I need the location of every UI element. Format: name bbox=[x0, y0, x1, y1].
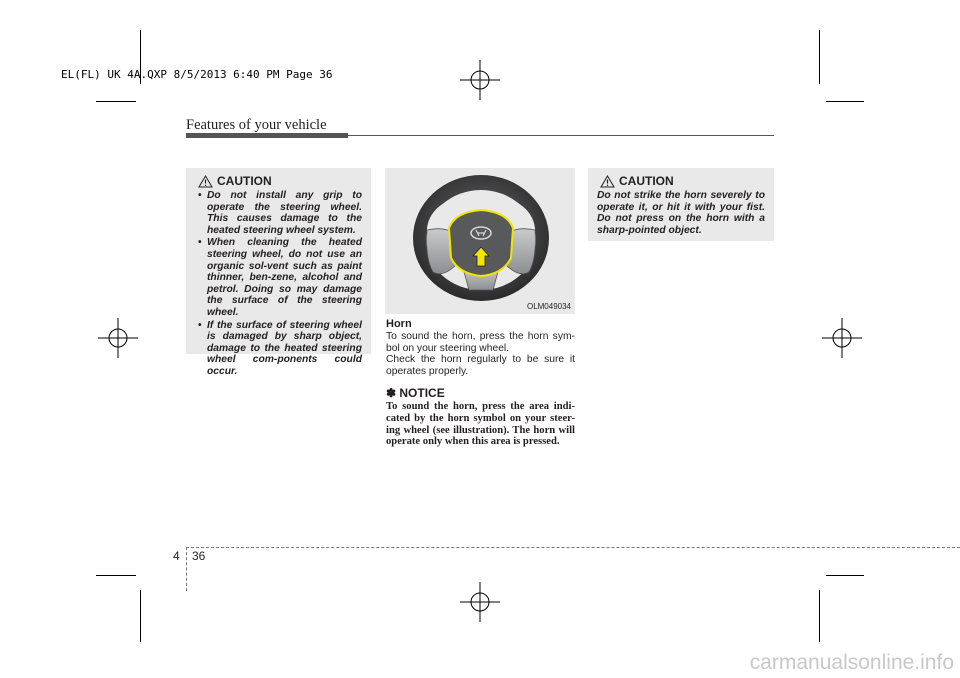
crop-mark bbox=[140, 590, 141, 642]
caution-box-right bbox=[588, 168, 774, 241]
caution-item: • Do not install any grip to operate the steering wheel. This causes damage to the heated steering wheel system. bbox=[195, 190, 362, 236]
watermark: carmanualsonline.info bbox=[749, 651, 954, 674]
page-number: 36 bbox=[192, 549, 206, 563]
print-slug: EL(FL) UK 4A.QXP 8/5/2013 6:40 PM Page 36 bbox=[61, 68, 333, 81]
page-header-title: Features of your vehicle bbox=[186, 117, 327, 133]
notice-text: To sound the horn, press the area indi-cated by the horn symbol on your steer-ing wheel (see illustration). The horn will operate only when this area is pressed. bbox=[386, 401, 575, 448]
caution-list bbox=[195, 190, 362, 378]
crop-mark bbox=[96, 101, 136, 102]
horn-heading: Horn bbox=[386, 318, 412, 330]
footer-dashed-divider bbox=[186, 547, 187, 591]
warning-triangle-icon bbox=[600, 175, 615, 188]
header-bar bbox=[186, 133, 348, 138]
steering-wheel-illustration bbox=[385, 168, 575, 314]
crop-mark bbox=[826, 101, 864, 102]
horn-text: Check the horn regularly to be sure it operates properly. bbox=[386, 354, 575, 377]
warning-triangle-icon bbox=[198, 175, 213, 188]
horn-section bbox=[386, 318, 575, 448]
illustration-code: OLM049034 bbox=[526, 302, 571, 311]
crop-mark bbox=[819, 30, 820, 84]
caution-heading bbox=[198, 174, 362, 188]
caution-text: Do not strike the horn severely to operate it, or hit it with your fist. Do not press on the horn with a sharp-pointed object. bbox=[597, 190, 765, 236]
notice-heading: ✽ NOTICE bbox=[386, 386, 445, 401]
caution-heading bbox=[600, 174, 765, 188]
registration-mark-icon bbox=[460, 582, 500, 622]
caution-item: • If the surface of steering wheel is damaged by sharp object, damage to the heated steering wheel com-ponents could occur. bbox=[195, 320, 362, 378]
section-number: 4 bbox=[173, 549, 180, 563]
caution-box-left bbox=[186, 168, 371, 377]
footer-dashed-rule bbox=[186, 547, 960, 548]
caution-title: CAUTION bbox=[619, 174, 674, 188]
registration-mark-icon bbox=[460, 60, 500, 100]
crop-mark bbox=[819, 590, 820, 642]
registration-mark-icon bbox=[822, 318, 862, 358]
crop-mark bbox=[96, 575, 136, 576]
registration-mark-icon bbox=[98, 318, 138, 358]
caution-title: CAUTION bbox=[217, 174, 272, 188]
horn-text: To sound the horn, press the horn sym-bol on your steering wheel. bbox=[386, 331, 575, 354]
crop-mark bbox=[826, 575, 864, 576]
steering-wheel-icon bbox=[385, 168, 575, 314]
caution-item: • When cleaning the heated steering wheel, do not use an organic sol-vent such as paint thinner, ben-zene, alcohol and petrol. Doing so may damage the surface of the steering wheel. bbox=[195, 237, 362, 318]
